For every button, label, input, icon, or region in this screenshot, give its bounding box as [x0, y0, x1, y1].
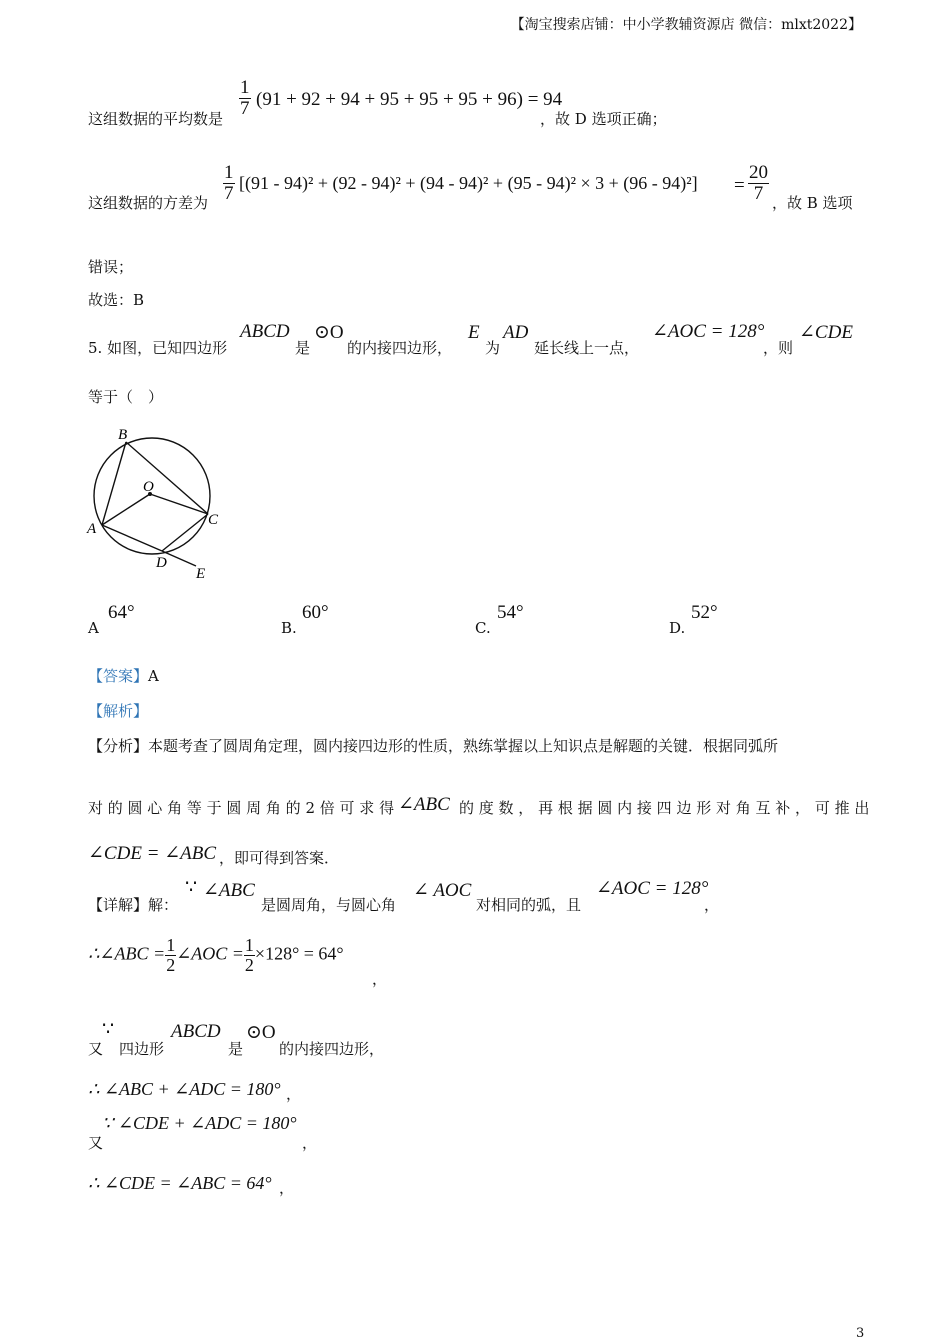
option-d-letter: D.: [669, 619, 686, 637]
step1-end: ，: [372, 970, 388, 988]
question-ad: AD: [503, 322, 529, 343]
shop-header: 【淘宝搜索店铺：中小学教辅资源店 微信：mlxt2022】: [510, 17, 862, 33]
detail-aoc-value: ∠AOC = 128°: [596, 878, 709, 899]
step1-lhs: ∠ABC =: [99, 943, 166, 964]
variance-expression: [(91 - 94)² + (92 - 94)² + (94 - 94)² + (95 - 94)² × 3 + (96 - 94)²]: [239, 173, 698, 193]
answer-line: [88, 665, 159, 686]
variance-frac-den: 7: [224, 182, 234, 204]
circle-o: [94, 438, 210, 554]
question-abcd: ABCD: [240, 321, 290, 342]
detail-text-2: 对相同的弧，且: [476, 896, 582, 914]
mean-frac-num: 1: [240, 77, 250, 98]
step2-circle-o: ⊙O: [246, 1022, 276, 1043]
option-b-value: 60°: [302, 602, 329, 623]
option-c-value: 54°: [497, 602, 524, 623]
analysis-label: 【分析】: [88, 737, 149, 755]
variance-equals: =: [734, 175, 745, 196]
step2-is: 是: [228, 1040, 244, 1058]
question-number: 5. 如图，已知四边形: [88, 339, 228, 357]
step4-expression: ∵ ∠CDE + ∠ADC = 180°: [102, 1113, 297, 1133]
answer-value: A: [148, 667, 159, 685]
variance-suffix: ，故 B 选项: [772, 194, 853, 212]
label-o: O: [143, 479, 154, 495]
question-equals: 等于（ ）: [88, 388, 164, 406]
step1-mid: ∠AOC =: [176, 943, 244, 964]
segment-bc: [126, 442, 208, 514]
variance-result: [748, 163, 769, 204]
mean-suffix: ，故 D 选项正确；: [540, 110, 667, 128]
detail-because: ∵: [185, 877, 198, 898]
question-angle-aoc: ∠AOC = 128°: [652, 321, 765, 342]
segment-oc: [150, 494, 208, 514]
question-circle-o: ⊙O: [314, 322, 344, 343]
question-e: E: [468, 322, 480, 343]
variance-fraction: [223, 163, 235, 204]
question-angle-cde: ∠CDE: [799, 322, 853, 343]
step1-frac2-den: 2: [244, 954, 254, 975]
detail-tag: 【详解】解：: [88, 896, 179, 914]
segment-dc: [162, 514, 208, 551]
choose-b: 故选：B: [88, 291, 145, 309]
analysis-angle-abc: ∠ABC: [398, 794, 450, 815]
step3-expression: ∴ ∠ABC + ∠ADC = 180°: [88, 1079, 281, 1099]
mean-frac-den: 7: [240, 97, 250, 119]
detail-angle-aoc: ∠ AOC: [413, 880, 472, 901]
analysis-line-1: [88, 735, 778, 756]
variance-prefix: 这组数据的方差为: [88, 194, 209, 212]
step5-end: ，: [279, 1179, 295, 1197]
label-d: D: [156, 555, 167, 571]
answer-tag: 【答案】: [88, 667, 149, 685]
label-a: A: [87, 521, 97, 537]
step1-frac1-den: 2: [166, 954, 176, 975]
analysis-cde-abc: ∠CDE = ∠ABC: [88, 843, 217, 864]
segment-de: [162, 551, 196, 566]
question-ze: ，则: [763, 339, 794, 357]
question-inscribed: 的内接四边形，: [347, 339, 453, 357]
analysis-line-2b: 的 度 数 ， 再 根 据 圆 内 接 四 边 形 对 角 互 补 ， 可 推 出: [459, 799, 870, 817]
step2-text-2: 的内接四边形，: [279, 1040, 385, 1058]
step1-rhs: ×128° = 64°: [254, 943, 344, 964]
step2-abcd: ABCD: [171, 1021, 221, 1042]
step1-frac2-num: 1: [244, 935, 254, 955]
analysis-tag: 【解析】: [88, 702, 149, 720]
option-a-value: 64°: [108, 602, 135, 623]
step2-you: 又: [88, 1040, 104, 1058]
step3-end: ，: [286, 1085, 302, 1103]
analysis-line-3: ，即可得到答案．: [219, 849, 340, 867]
step5-expression: ∴ ∠CDE = ∠ABC = 64°: [88, 1173, 272, 1193]
variance-suffix-2: 错误；: [88, 258, 134, 276]
detail-text-1: 是圆周角，与圆心角: [261, 896, 397, 914]
variance-res-den: 7: [753, 182, 764, 204]
page-number: 3: [856, 1326, 865, 1341]
mean-expression: (91 + 92 + 94 + 95 + 95 + 95 + 96) = 94: [256, 89, 563, 110]
label-c: C: [208, 512, 219, 528]
option-b-letter: B.: [281, 619, 297, 637]
analysis-text-1: 本题考查了圆周角定理，圆内接四边形的性质，熟练掌握以上知识点是解题的关键．根据同弧所: [148, 737, 779, 755]
analysis-line-2a: 对 的 圆 心 角 等 于 圆 周 角 的 2 倍 可 求 得: [88, 799, 395, 817]
step2-text-1: 四边形: [119, 1040, 165, 1058]
step1-expression: [88, 936, 344, 975]
question-is: 是: [295, 339, 311, 357]
detail-comma: ，: [704, 896, 720, 914]
question-wei: 为: [485, 339, 501, 357]
detail-angle-abc: ∠ABC: [203, 880, 255, 901]
option-a-letter: A: [88, 619, 99, 637]
step1-therefore: ∴: [88, 943, 100, 964]
question-extension: 延长线上一点，: [534, 339, 640, 357]
step4-you: 又: [88, 1134, 104, 1152]
label-b: B: [118, 427, 128, 443]
label-e: E: [196, 566, 206, 582]
mean-prefix: 这组数据的平均数是: [88, 110, 224, 128]
step1-frac1-num: 1: [166, 935, 176, 955]
variance-frac-num: 1: [224, 162, 234, 183]
option-c-letter: C.: [475, 619, 491, 637]
option-d-value: 52°: [691, 602, 718, 623]
circle-figure: [84, 422, 224, 587]
mean-fraction: [239, 78, 251, 119]
step4-end: ，: [302, 1134, 318, 1152]
variance-res-num: 20: [749, 162, 768, 183]
step2-because: ∵: [102, 1019, 115, 1040]
